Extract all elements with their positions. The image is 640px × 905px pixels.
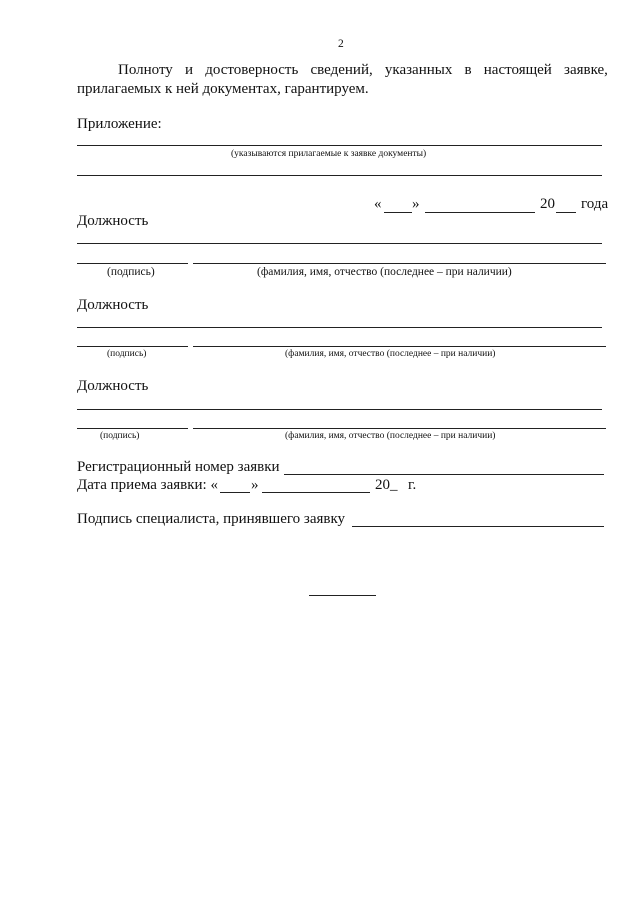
attachment-label: Приложение: [77,116,162,132]
intro-line-1 [118,62,608,79]
intro-word: в [464,62,472,78]
name-line[interactable] [193,428,606,429]
attachment-line-2[interactable] [77,175,602,176]
intro-word: настоящей [483,62,552,78]
name-line[interactable] [193,263,606,264]
registration-date-year: 20_ [375,477,398,493]
intro-word: и [184,62,194,78]
name-hint: (фамилия, имя, отчество (последнее – при наличии) [257,266,512,278]
position-line[interactable] [77,243,602,244]
end-separator [309,595,376,596]
registration-month-field[interactable] [262,492,370,493]
registration-date-suffix: г. [408,477,417,493]
date-close-quote: » [412,196,420,212]
attachment-hint: (указываются прилагаемые к заявке документы) [231,149,427,159]
intro-word: сведений, [310,62,373,78]
intro-word: Полноту [118,62,173,78]
registration-date-label: Дата приема заявки: « [77,477,218,493]
signature-line[interactable] [77,263,188,264]
intro-word: заявке, [564,62,608,78]
specialist-signature-field[interactable] [352,526,604,527]
signature-line[interactable] [77,428,188,429]
name-hint: (фамилия, имя, отчество (последнее – при наличии) [285,431,496,441]
registration-number-label: Регистрационный номер заявки [77,459,280,475]
signature-line[interactable] [77,346,188,347]
signature-hint: (подпись) [100,431,140,441]
intro-line-2: прилагаемых к ней документах, гарантируем. [77,81,369,97]
specialist-signature-label: Подпись специалиста, принявшего заявку [77,511,346,527]
attachment-line-1[interactable] [77,145,602,146]
position-label: Должность [77,297,149,313]
intro-word: достоверность [205,62,299,78]
page-number: 2 [338,38,344,50]
position-line[interactable] [77,409,602,410]
position-line[interactable] [77,327,602,328]
date-day-field[interactable] [384,212,412,213]
registration-date-close: » [251,477,259,493]
registration-number-field[interactable] [284,474,604,475]
date-year-prefix: 20 [540,196,555,212]
date-month-field[interactable] [425,212,535,213]
date-year-field[interactable] [556,212,576,213]
name-hint: (фамилия, имя, отчество (последнее – при наличии) [285,349,496,359]
position-label: Должность [77,378,149,394]
signature-hint: (подпись) [107,266,155,278]
signature-hint: (подпись) [107,349,147,359]
date-suffix: года [581,196,609,212]
intro-word: указанных [384,62,453,78]
registration-day-field[interactable] [220,492,250,493]
position-label: Должность [77,213,149,229]
name-line[interactable] [193,346,606,347]
date-open-quote: « [374,196,382,212]
